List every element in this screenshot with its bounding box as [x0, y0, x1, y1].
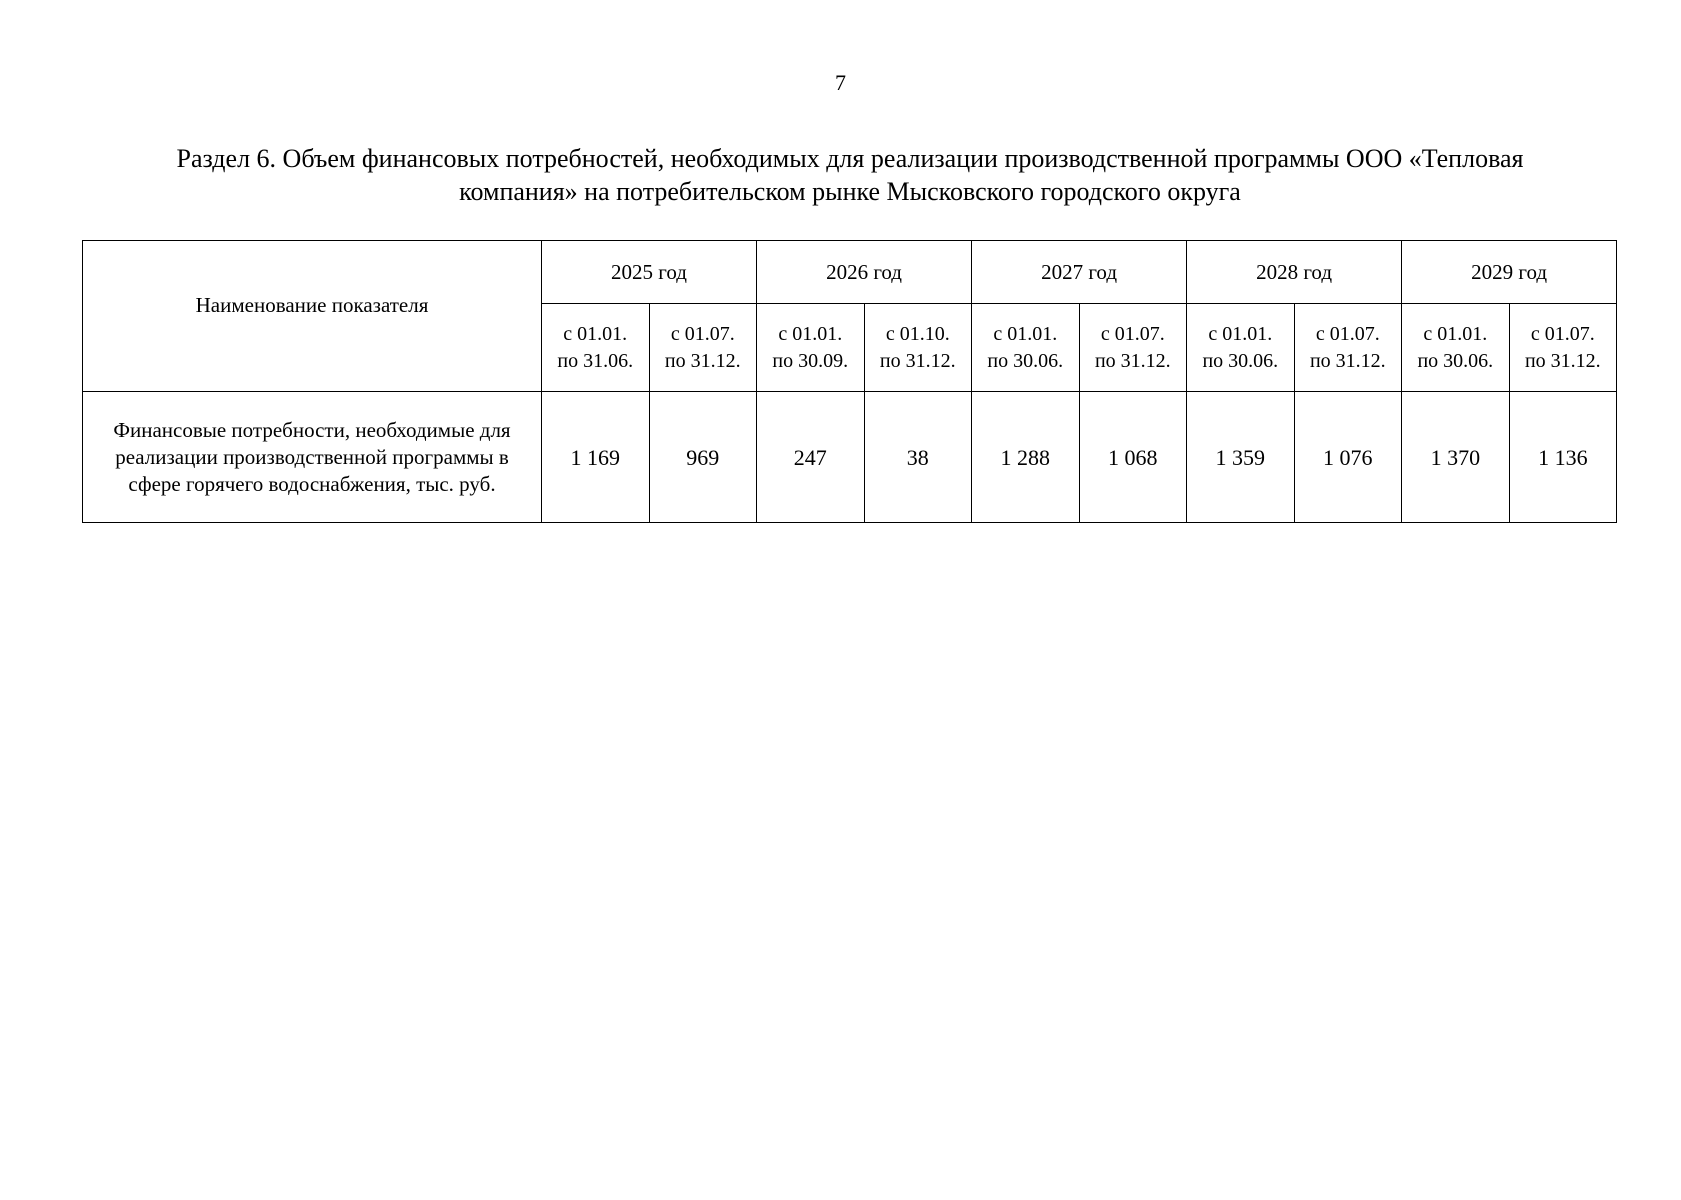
- period-header: [757, 304, 865, 392]
- period-header: [1402, 304, 1510, 392]
- period-header: [864, 304, 972, 392]
- value-cell: 1 169: [542, 392, 650, 523]
- period-to: по 30.06.: [1202, 349, 1279, 372]
- period-from: с 01.01.: [778, 322, 843, 345]
- period-from: с 01.07.: [1315, 322, 1380, 345]
- period-from: с 01.07.: [670, 322, 735, 345]
- period-header: [1509, 304, 1617, 392]
- period-from: с 01.07.: [1100, 322, 1165, 345]
- year-header-2026: 2026 год: [757, 241, 972, 304]
- period-to: по 30.06.: [1417, 349, 1494, 372]
- value-cell: 1 288: [972, 392, 1080, 523]
- table-row: [83, 392, 1617, 523]
- period-to: по 31.12.: [1524, 349, 1601, 372]
- period-from: с 01.07.: [1530, 322, 1595, 345]
- value-cell: 1 068: [1079, 392, 1187, 523]
- value-cell: 969: [649, 392, 757, 523]
- period-header: [1187, 304, 1295, 392]
- year-header-2027: 2027 год: [972, 241, 1187, 304]
- period-header: [1294, 304, 1402, 392]
- section-title: [90, 142, 1610, 208]
- period-to: по 31.12.: [1094, 349, 1171, 372]
- page-number: 7: [835, 70, 846, 95]
- period-header: [542, 304, 650, 392]
- financial-needs-table: [82, 240, 1617, 523]
- period-header: [649, 304, 757, 392]
- value-cell: 247: [757, 392, 865, 523]
- year-header-row: [83, 241, 1617, 304]
- period-header: [972, 304, 1080, 392]
- row-indicator-name: Финансовые потребности, необходимые для реализации производственной программы в сфере горячего водоснабжения, тыс. руб.: [83, 392, 542, 523]
- section-title-line-2: компания» на потребительском рынке Мысковского городского округа: [459, 177, 1241, 206]
- period-from: с 01.01.: [563, 322, 628, 345]
- period-from: с 01.01.: [1423, 322, 1488, 345]
- period-to: по 30.09.: [772, 349, 849, 372]
- period-header: [1079, 304, 1187, 392]
- value-cell: 1 136: [1509, 392, 1617, 523]
- period-to: по 31.12.: [1309, 349, 1386, 372]
- period-from: с 01.01.: [1208, 322, 1273, 345]
- year-header-2029: 2029 год: [1402, 241, 1617, 304]
- period-from: с 01.01.: [993, 322, 1058, 345]
- value-cell: 1 370: [1402, 392, 1510, 523]
- value-cell: 1 359: [1187, 392, 1295, 523]
- section-title-line-1: Раздел 6. Объем финансовых потребностей, необходимых для реализации производственной программы ООО «Тепловая: [176, 144, 1524, 173]
- year-header-2025: 2025 год: [542, 241, 757, 304]
- value-cell: 1 076: [1294, 392, 1402, 523]
- year-header-2028: 2028 год: [1187, 241, 1402, 304]
- period-to: по 31.12.: [879, 349, 956, 372]
- period-to: по 31.12.: [664, 349, 741, 372]
- period-to: по 31.06.: [557, 349, 634, 372]
- indicator-header: Наименование показателя: [83, 241, 542, 392]
- period-from: с 01.10.: [885, 322, 950, 345]
- period-to: по 30.06.: [987, 349, 1064, 372]
- value-cell: 38: [864, 392, 972, 523]
